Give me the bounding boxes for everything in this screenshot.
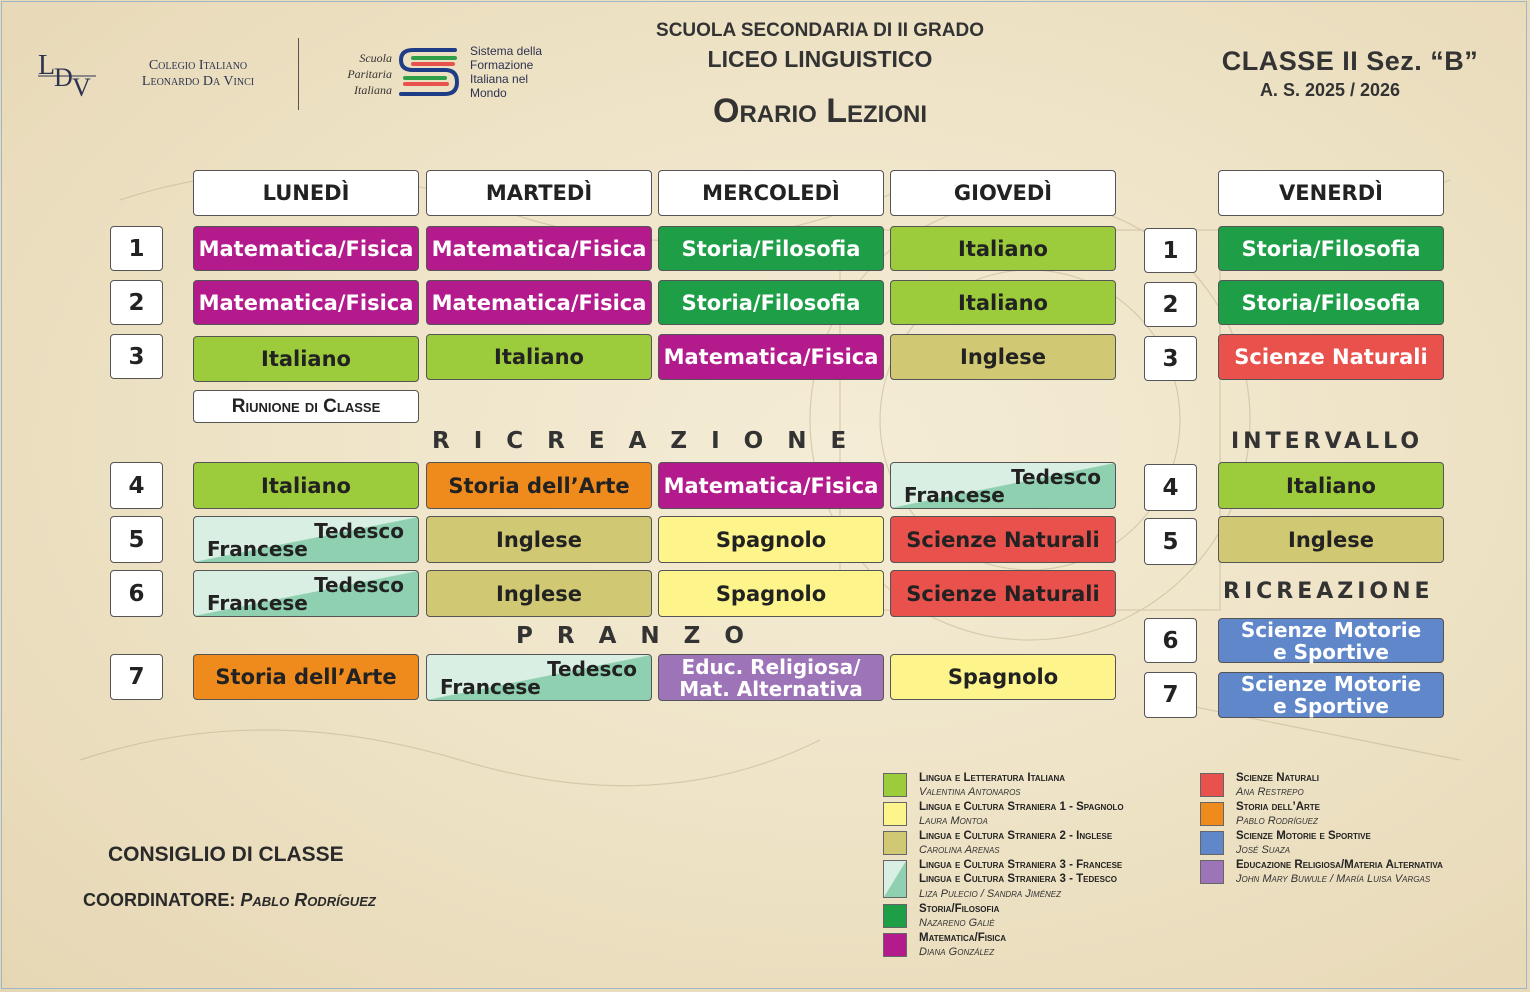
ricreazione-friday-label: RICREAZIONE xyxy=(1223,579,1434,604)
legend-subject: Scienze Naturali xyxy=(1236,772,1320,784)
legend-teacher: Valentina Antonaros xyxy=(919,786,1021,798)
day-header-monday: LUNEDÌ xyxy=(193,170,419,216)
lesson-fri-6[interactable] xyxy=(1218,618,1444,663)
hour-number-3: 3 xyxy=(110,334,163,379)
hour-number-6: 6 xyxy=(110,570,163,617)
lesson-wed-6[interactable]: Spagnolo xyxy=(658,570,884,617)
lesson-mon-6[interactable] xyxy=(193,570,419,617)
lesson-fri-2[interactable]: Storia/Filosofia xyxy=(1218,280,1444,325)
lesson-thu-7[interactable]: Spagnolo xyxy=(890,654,1116,700)
lesson-fri-4[interactable]: Italiano xyxy=(1218,462,1444,509)
legend-teacher: José Suaza xyxy=(1236,844,1291,856)
lesson-fri-1[interactable]: Storia/Filosofia xyxy=(1218,226,1444,271)
legend-teacher: Laura Montoa xyxy=(919,815,988,827)
legend-swatch xyxy=(1200,860,1224,884)
svg-text:V: V xyxy=(72,73,91,98)
sfim-right-line: Italiana nel xyxy=(470,72,529,86)
lesson-tue-7[interactable] xyxy=(426,654,652,701)
legend-teacher: Ana Restrepo xyxy=(1236,786,1304,798)
class-title: CLASSE II Sez. “B” xyxy=(1221,46,1479,76)
lesson-thu-4-francese: Francese xyxy=(904,483,1005,507)
legend-teacher: Pablo Rodríguez xyxy=(1236,815,1318,827)
lesson-wed-2[interactable]: Storia/Filosofia xyxy=(658,280,884,325)
fri-hour-number-3: 3 xyxy=(1144,336,1197,381)
lesson-mon-6-tedesco: Tedesco xyxy=(314,573,404,597)
lesson-tue-5[interactable]: Inglese xyxy=(426,516,652,563)
sfim-left-line: Italiana xyxy=(354,83,392,97)
legend-subject: Educazione Religiosa/Materia Alternativa xyxy=(1236,859,1443,871)
lesson-tue-4[interactable]: Storia dell’Arte xyxy=(426,462,652,509)
svg-text:D: D xyxy=(54,63,73,92)
lesson-mon-1[interactable]: Matematica/Fisica xyxy=(193,226,419,271)
lesson-mon-4[interactable]: Italiano xyxy=(193,462,419,509)
lesson-thu-1[interactable]: Italiano xyxy=(890,226,1116,271)
legend-subject: Lingua e Cultura Straniera 3 - Francese xyxy=(919,859,1123,871)
riunione-di-classe-badge: Riunione di Classe xyxy=(193,390,419,423)
fri-hour-number-1: 1 xyxy=(1144,228,1197,273)
fri-hour-number-4: 4 xyxy=(1144,464,1197,511)
legend-swatch xyxy=(1200,773,1224,797)
lesson-thu-5[interactable]: Scienze Naturali xyxy=(890,516,1116,563)
ldv-line1: Colegio Italiano xyxy=(148,58,248,73)
ldv-monogram-logo xyxy=(38,46,98,98)
legend-subject: Scienze Motorie e Sportive xyxy=(1236,830,1371,842)
day-header-thursday: GIOVEDÌ xyxy=(890,170,1116,216)
lesson-wed-5[interactable]: Spagnolo xyxy=(658,516,884,563)
lesson-tue-6[interactable]: Inglese xyxy=(426,570,652,617)
legend-swatch xyxy=(1200,831,1224,855)
school-type-heading: LICEO LINGUISTICO xyxy=(707,46,933,72)
legend-subject: Storia/Filosofia xyxy=(919,903,1000,915)
fri-hour-number-7: 7 xyxy=(1144,672,1197,718)
hour-number-2: 2 xyxy=(110,280,163,325)
day-header-tuesday: MARTEDÌ xyxy=(426,170,652,216)
lesson-wed-3[interactable]: Matematica/Fisica xyxy=(658,334,884,380)
hour-number-1: 1 xyxy=(110,226,163,271)
lesson-wed-7[interactable] xyxy=(658,654,884,701)
lesson-fri-6-line2: e Sportive xyxy=(1273,639,1389,664)
lesson-thu-3[interactable]: Inglese xyxy=(890,334,1116,380)
lesson-thu-2[interactable]: Italiano xyxy=(890,280,1116,325)
lesson-tue-7-tedesco: Tedesco xyxy=(547,657,637,681)
lesson-mon-5-francese: Francese xyxy=(207,537,308,561)
fri-hour-number-5: 5 xyxy=(1144,518,1197,565)
sfim-right-line: Formazione xyxy=(470,58,534,72)
legend-swatch xyxy=(883,933,907,957)
lesson-wed-1[interactable]: Storia/Filosofia xyxy=(658,226,884,271)
sfim-left-line: Paritaria xyxy=(347,67,392,81)
legend-swatch xyxy=(883,802,907,826)
legend-swatch xyxy=(883,904,907,928)
coordinatore-label: COORDINATORE: xyxy=(83,890,236,910)
lesson-fri-7-line2: e Sportive xyxy=(1273,694,1389,718)
lesson-mon-5-tedesco: Tedesco xyxy=(314,519,404,543)
legend-swatch xyxy=(883,773,907,797)
lesson-thu-4[interactable] xyxy=(890,462,1116,509)
lesson-tue-1[interactable]: Matematica/Fisica xyxy=(426,226,652,271)
legend-teacher: John Mary Buwule / María Luisa Vargas xyxy=(1236,873,1431,885)
school-year: A. S. 2025 / 2026 xyxy=(1259,80,1401,100)
lesson-mon-7[interactable]: Storia dell’Arte xyxy=(193,654,419,700)
hour-number-7: 7 xyxy=(110,654,163,700)
pranzo-label: P R A N Z O xyxy=(516,623,752,649)
lesson-wed-7-line1: Educ. Religiosa/ xyxy=(681,654,861,679)
sfim-left-text xyxy=(330,50,392,98)
legend-subject: Matematica/Fisica xyxy=(919,932,1007,944)
sfim-left-line: Scuola xyxy=(359,51,392,65)
lesson-mon-6-francese: Francese xyxy=(207,591,308,615)
day-header-friday: VENERDÌ xyxy=(1218,170,1444,216)
lesson-wed-7-line2: Mat. Alternativa xyxy=(679,676,863,701)
ricreazione-label: R I C R E A Z I O N E xyxy=(432,428,855,454)
lesson-thu-6[interactable]: Scienze Naturali xyxy=(890,570,1116,617)
legend-teacher: Carolina Arenas xyxy=(919,844,1000,856)
legend-teacher: Nazareno Galiè xyxy=(919,917,995,929)
ldv-line2: Leonardo Da Vinci xyxy=(141,74,255,89)
sfim-right-line: Sistema della xyxy=(470,44,543,58)
sfim-books-logo xyxy=(395,44,463,100)
legend-subject: Lingua e Cultura Straniera 1 - Spagnolo xyxy=(919,801,1124,813)
legend-subject-2: Lingua e Cultura Straniera 3 - Tedesco xyxy=(919,873,1117,885)
hour-number-4: 4 xyxy=(110,462,163,509)
fri-hour-number-2: 2 xyxy=(1144,282,1197,327)
svg-text:L: L xyxy=(38,50,56,81)
legend-subject: Lingua e Cultura Straniera 2 - Inglese xyxy=(919,830,1113,842)
lesson-fri-3[interactable]: Scienze Naturali xyxy=(1218,334,1444,380)
legend-teacher: Liza Pulecio / Sandra Jiménez xyxy=(919,888,1062,900)
lesson-tue-3[interactable]: Italiano xyxy=(426,334,652,380)
day-header-wednesday: MERCOLEDÌ xyxy=(658,170,884,216)
lesson-mon-2[interactable]: Matematica/Fisica xyxy=(193,280,419,325)
lesson-tue-2[interactable]: Matematica/Fisica xyxy=(426,280,652,325)
coordinatore-line xyxy=(83,890,376,911)
lesson-fri-7[interactable] xyxy=(1218,672,1444,718)
school-level-heading: SCUOLA SECONDARIA DI II GRADO xyxy=(656,20,984,41)
lesson-fri-5[interactable]: Inglese xyxy=(1218,516,1444,563)
legend-swatch xyxy=(883,831,907,855)
lesson-fri-6-line1: Scienze Motorie xyxy=(1240,617,1422,642)
lesson-tue-7-francese: Francese xyxy=(440,675,541,699)
legend-swatch xyxy=(1200,802,1224,826)
logo-separator xyxy=(298,38,299,110)
legend-subject: Lingua e Letteratura Italiana xyxy=(919,772,1066,784)
fri-hour-number-6: 6 xyxy=(1144,618,1197,663)
sfim-right-line: Mondo xyxy=(470,86,507,100)
consiglio-di-classe-heading: CONSIGLIO DI CLASSE xyxy=(108,843,344,866)
intervallo-label: INTERVALLO xyxy=(1231,429,1424,454)
lesson-wed-4[interactable]: Matematica/Fisica xyxy=(658,462,884,509)
lesson-mon-5[interactable] xyxy=(193,516,419,563)
hour-number-5: 5 xyxy=(110,516,163,563)
legend-subject: Storia dell’Arte xyxy=(1236,801,1320,813)
lesson-thu-4-tedesco: Tedesco xyxy=(1011,465,1101,489)
ldv-logo-text xyxy=(113,58,283,90)
legend-swatch xyxy=(883,860,907,898)
lesson-fri-7-line1: Scienze Motorie xyxy=(1240,672,1422,696)
coordinatore-name: Pablo Rodríguez xyxy=(240,890,376,910)
page-title: Orario Lezioni xyxy=(713,92,927,130)
legend-teacher: Diana González xyxy=(919,946,995,958)
lesson-mon-3[interactable]: Italiano xyxy=(193,336,419,382)
